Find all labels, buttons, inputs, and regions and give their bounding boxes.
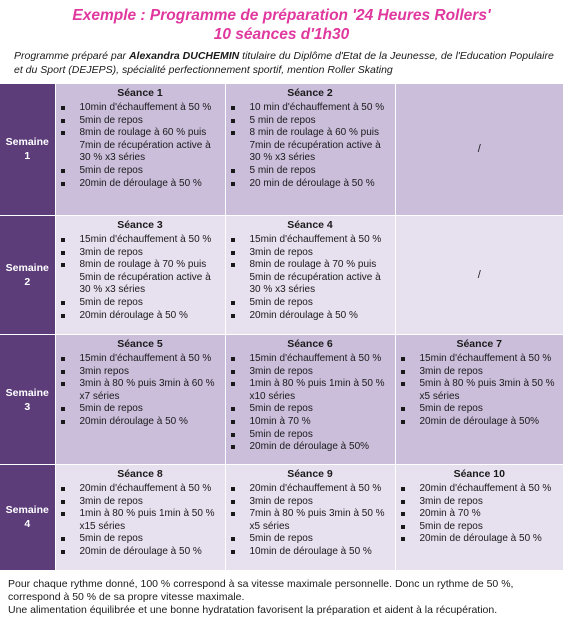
week-label — [0, 216, 55, 335]
session-items — [226, 483, 395, 559]
session-items — [226, 353, 395, 454]
session-cell — [55, 465, 225, 570]
session-item: 5min de repos — [226, 429, 395, 442]
program-table-body — [0, 84, 563, 570]
week-label-text: Semaine — [0, 386, 55, 400]
session-item: 1min à 80 % puis 1min à 50 % x15 séries — [56, 508, 225, 533]
session-item: 20min de déroulage à 50% — [226, 441, 395, 454]
session-item: 5min de repos — [56, 165, 225, 178]
week-number: 4 — [0, 517, 55, 531]
session-item: 20min de déroulage à 50 % — [396, 533, 563, 546]
session-item: 7min à 80 % puis 3min à 50 % x5 séries — [226, 508, 395, 533]
session-item: 10min à 70 % — [226, 416, 395, 429]
week-label-text: Semaine — [0, 261, 55, 275]
empty-marker: / — [478, 269, 481, 281]
session-cell — [395, 335, 563, 465]
session-item: 5min de repos — [226, 533, 395, 546]
week-label — [0, 84, 55, 216]
session-title: Séance 8 — [56, 465, 225, 481]
empty-marker: / — [478, 143, 481, 155]
footer-note-nutrition: Une alimentation équilibrée et une bonne hydratation favorisent la préparation et aident à la récupération. — [8, 604, 557, 617]
session-item: 8min de roulage à 70 % puis 5min de récupération active à 30 % x3 séries — [226, 259, 395, 297]
session-item: 20min d'échauffement à 50 % — [396, 483, 563, 496]
week-label — [0, 335, 55, 465]
session-item: 20min déroulage à 50 % — [226, 310, 395, 323]
session-items — [56, 353, 225, 429]
week-label — [0, 465, 55, 570]
session-cell — [225, 465, 395, 570]
footer-note-speed: Pour chaque rythme donné, 100 % correspond à sa vitesse maximale personnelle. Donc un rythme de 50 %, correspond à 50 % de sa propre vitesse maximale. — [8, 578, 557, 604]
session-item: 3min de repos — [56, 247, 225, 260]
session-item: 1min à 80 % puis 1min à 50 % x10 séries — [226, 378, 395, 403]
program-table — [0, 83, 563, 570]
session-item: 3min de repos — [396, 366, 563, 379]
session-item: 15min d'échauffement à 50 % — [56, 353, 225, 366]
session-item: 10min d'échauffement à 50 % — [56, 102, 225, 115]
week-label-text: Semaine — [0, 135, 55, 149]
session-cell — [225, 335, 395, 465]
session-items — [226, 102, 395, 190]
session-item: 5min de repos — [396, 403, 563, 416]
week-row — [0, 84, 563, 216]
session-cell — [55, 216, 225, 335]
session-cell — [395, 465, 563, 570]
session-item: 5min de repos — [226, 403, 395, 416]
session-title: Séance 9 — [226, 465, 395, 481]
session-item: 5min de repos — [396, 521, 563, 534]
week-number: 3 — [0, 400, 55, 414]
week-number: 1 — [0, 149, 55, 163]
session-item: 3min repos — [56, 366, 225, 379]
session-cell — [225, 216, 395, 335]
session-cell — [55, 84, 225, 216]
week-label-text: Semaine — [0, 503, 55, 517]
session-item: 3min de repos — [226, 247, 395, 260]
session-item: 15min d'échauffement à 50 % — [396, 353, 563, 366]
author-name: Alexandra DUCHEMIN — [129, 50, 239, 62]
session-item: 5 min de repos — [226, 115, 395, 128]
session-item: 20min de déroulage à 50 % — [56, 178, 225, 191]
session-item: 5 min de repos — [226, 165, 395, 178]
session-item: 8 min de roulage à 60 % puis 7min de récupération active à 30 % x3 séries — [226, 127, 395, 165]
session-item: 8min de roulage à 70 % puis 5min de récupération active à 30 % x3 séries — [56, 259, 225, 297]
session-title: Séance 2 — [226, 84, 395, 100]
session-item: 8min de roulage à 60 % puis 7min de récupération active à 30 % x3 séries — [56, 127, 225, 165]
empty-session-cell — [395, 84, 563, 216]
session-title: Séance 4 — [226, 216, 395, 232]
session-title: Séance 6 — [226, 335, 395, 351]
session-items — [396, 483, 563, 546]
week-row — [0, 465, 563, 570]
session-item: 5min de repos — [56, 297, 225, 310]
week-row — [0, 335, 563, 465]
session-item: 20min à 70 % — [396, 508, 563, 521]
session-item: 20min de déroulage à 50% — [396, 416, 563, 429]
session-items — [226, 234, 395, 322]
session-items — [56, 483, 225, 559]
session-item: 5min de repos — [226, 297, 395, 310]
session-item: 20min de déroulage à 50 % — [56, 546, 225, 559]
session-item: 10min de déroulage à 50 % — [226, 546, 395, 559]
session-item: 20min d'échauffement à 50 % — [56, 483, 225, 496]
session-item: 3min de repos — [396, 496, 563, 509]
session-items — [396, 353, 563, 429]
session-title: Séance 10 — [396, 465, 563, 481]
intro-before: Programme préparé par — [14, 50, 129, 62]
session-item: 15min d'échauffement à 50 % — [226, 234, 395, 247]
session-item: 20 min de déroulage à 50 % — [226, 178, 395, 191]
week-number: 2 — [0, 275, 55, 289]
session-title: Séance 3 — [56, 216, 225, 232]
session-item: 3min à 80 % puis 3min à 60 % x7 séries — [56, 378, 225, 403]
session-item: 20min déroulage à 50 % — [56, 416, 225, 429]
session-item: 5min de repos — [56, 533, 225, 546]
session-item: 20min déroulage à 50 % — [56, 310, 225, 323]
session-item: 5min de repos — [56, 403, 225, 416]
session-item: 15min d'échauffement à 50 % — [226, 353, 395, 366]
footer-notes — [0, 570, 563, 617]
session-item: 15min d'échauffement à 50 % — [56, 234, 225, 247]
session-cell — [225, 84, 395, 216]
session-item: 10 min d'échauffement à 50 % — [226, 102, 395, 115]
session-title: Séance 7 — [396, 335, 563, 351]
session-item: 3min de repos — [226, 496, 395, 509]
intro-paragraph — [0, 50, 563, 77]
session-item: 3min de repos — [56, 496, 225, 509]
intro-after: titulaire du Diplôme d'Etat de la Jeunesse, de l'Education Populaire et du Sport (DEJEPS), spécialité perfectionnement sportif, mention Roller Skating — [14, 50, 554, 76]
session-item: 3min de repos — [226, 366, 395, 379]
session-item: 5min à 80 % puis 3min à 50 % x5 séries — [396, 378, 563, 403]
session-title: Séance 1 — [56, 84, 225, 100]
session-item: 5min de repos — [56, 115, 225, 128]
session-item: 20min d'échauffement à 50 % — [226, 483, 395, 496]
week-row — [0, 216, 563, 335]
page-subtitle: 10 séances d'1h30 — [0, 25, 563, 44]
session-items — [56, 234, 225, 322]
session-title: Séance 5 — [56, 335, 225, 351]
session-items — [56, 102, 225, 190]
empty-session-cell — [395, 216, 563, 335]
session-cell — [55, 335, 225, 465]
page-title: Exemple : Programme de préparation '24 Heures Rollers' — [0, 6, 563, 25]
